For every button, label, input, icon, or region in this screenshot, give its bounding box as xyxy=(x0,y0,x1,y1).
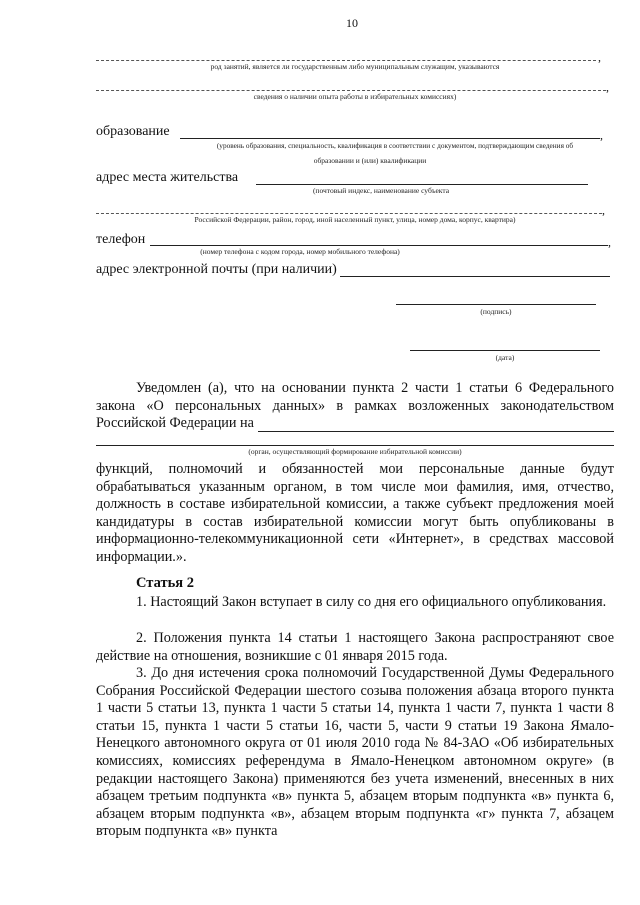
caption-education-2: образовании и (или) квалификации xyxy=(313,156,427,165)
comma-mark: , xyxy=(598,50,601,64)
caption-date: (дата) xyxy=(495,353,515,362)
comma-mark: , xyxy=(606,80,609,94)
caption-address-1: (почтовый индекс, наименование субъекта xyxy=(312,186,450,195)
notice-paragraph-2: функций, полномочий и обязанностей мои персональные данные будут обрабатываться указанным органом, в том числе мои фамилия, имя, отчество, должность в составе избирательной комиссии, а также субъект предложения моей кандидатуры в состав избирательной комиссии могут быть опубликованы в информационно-телекоммуникационной сети «Интернет», в средствах массовой информации.». xyxy=(96,461,614,565)
organ-field-line-2[interactable] xyxy=(96,445,614,446)
caption-phone: (номер телефона с кодом города, номер мобильного телефона) xyxy=(200,247,400,256)
date-field-line[interactable] xyxy=(410,350,600,351)
address-field-line[interactable] xyxy=(256,184,588,185)
caption-signature: (подпись) xyxy=(480,307,512,316)
caption-occupation: род занятий, является ли государственным либо муниципальным служащим, указываются xyxy=(210,62,500,71)
caption-education-1: (уровень образования, специальность, квалификация в соответствии с документом, подтверждающим сведения об xyxy=(216,141,574,150)
caption-organ: (орган, осуществляющий формирование избирательной комиссии) xyxy=(248,447,462,456)
education-field-line[interactable] xyxy=(180,138,600,139)
comma-mark: , xyxy=(600,128,603,142)
article-2-paragraph-1: 1. Настоящий Закон вступает в силу со дня его официального опубликования. xyxy=(136,594,607,610)
signature-field-line[interactable] xyxy=(396,304,596,305)
phone-field-line[interactable] xyxy=(150,245,608,246)
occupation-field-line[interactable] xyxy=(96,60,596,61)
caption-address-2: Российской Федерации, район, город, иной населенный пункт, улица, номер дома, корпус, квартира) xyxy=(194,215,516,224)
phone-label: телефон xyxy=(96,232,146,247)
page-number: 10 xyxy=(346,16,358,30)
email-label: адрес электронной почты (при наличии) xyxy=(96,262,337,277)
email-field-line[interactable] xyxy=(340,276,610,277)
caption-experience: сведения о наличии опыта работы в избирательных комиссиях) xyxy=(253,92,457,101)
organ-field-line-1[interactable] xyxy=(258,431,614,432)
address-label: адрес места жительства xyxy=(96,170,239,185)
article-2-heading: Статья 2 xyxy=(136,575,194,591)
address-field-line-2[interactable] xyxy=(96,213,602,214)
article-2-paragraph-3: 3. До дня истечения срока полномочий Государственной Думы Федерального Собрания Российской Федерации шестого созыва положения абзаца второго пункта 1 части 5 статьи 13, пункта 1 части 5 статьи 14, пункта 1 части 7, пункта 1 части 8 статьи 15, пункта 1 части 5 статьи 16, части 5, части 9 статьи 19 Закона Ямало-Ненецкого автономного округа от 01 июля 2010 года № 84-ЗАО «Об избирательных комиссиях, комиссиях референдума в Ямало-Ненецком автономном округе» (в редакции настоящего Закона) применяются без учета изменений, внесенных в них абзацем третьим подпункта «в» пункта 5, абзацем вторым подпункта «в» пункта 6, абзацем вторым подпункта «в», абзацем вторым подпункта «г» пункта 7, абзацем вторым подпункта «в» пункта xyxy=(96,665,614,840)
education-label: образование xyxy=(96,124,170,139)
comma-mark: , xyxy=(608,235,611,249)
article-2-paragraph-2: 2. Положения пункта 14 статьи 1 настоящего Закона распространяют свое действие на отношения, возникшие с 01 января 2015 года. xyxy=(96,630,614,664)
comma-mark: , xyxy=(602,203,605,217)
notice-paragraph-1: Уведомлен (а), что на основании пункта 2 части 1 статьи 6 Федерального закона «О персональных данных» в рамках возложенных законодательством Российской Федерации на xyxy=(96,380,614,432)
experience-field-line[interactable] xyxy=(96,90,606,91)
